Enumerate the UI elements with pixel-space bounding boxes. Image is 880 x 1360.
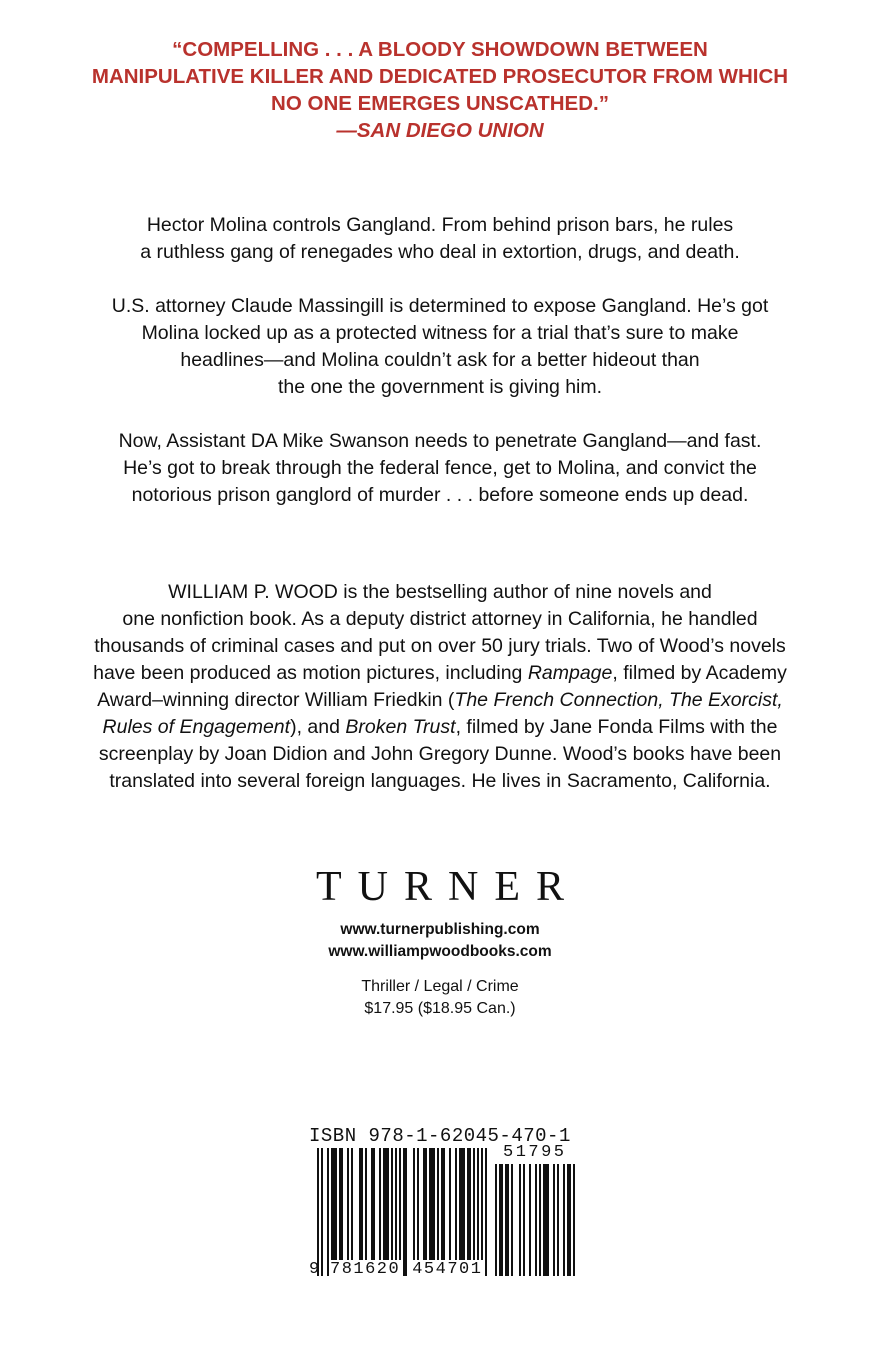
barcode-bar bbox=[557, 1164, 559, 1276]
author-bio bbox=[30, 579, 850, 795]
barcode-digit-group: 781620 bbox=[330, 1260, 401, 1279]
quote-line: “COMPELLING . . . A BLOODY SHOWDOWN BETWEEN bbox=[172, 38, 708, 61]
bio-paragraph bbox=[30, 579, 850, 795]
barcode-bar bbox=[437, 1148, 439, 1276]
isbn-label: ISBN 978-1-62045-470-1 bbox=[309, 1125, 571, 1147]
synopsis-paragraph-1 bbox=[30, 212, 850, 266]
barcode-bar bbox=[505, 1164, 509, 1276]
text-line: Molina locked up as a protected witness for a trial that’s sure to make bbox=[141, 322, 739, 344]
barcode-bar bbox=[499, 1164, 503, 1276]
text-line: ), and bbox=[290, 716, 346, 738]
barcode-bar bbox=[339, 1148, 343, 1276]
barcode-bar bbox=[573, 1164, 575, 1276]
text-line: one nonfiction book. As a deputy district attorney in California, he handled bbox=[122, 608, 758, 630]
barcode-bar bbox=[511, 1164, 513, 1276]
barcode-main-bars bbox=[317, 1148, 487, 1276]
barcode-bar bbox=[371, 1148, 375, 1276]
barcode-bar bbox=[351, 1148, 353, 1276]
barcode-bar bbox=[467, 1148, 471, 1276]
isbn-barcode bbox=[305, 1124, 585, 1284]
text-line: notorious prison ganglord of murder . . . before someone ends up dead. bbox=[131, 484, 749, 506]
quote-attribution: —SAN DIEGO UNION bbox=[336, 119, 544, 142]
barcode-bar bbox=[383, 1148, 389, 1276]
price-label: $17.95 ($18.95 Can.) bbox=[364, 1000, 516, 1017]
barcode-bar bbox=[317, 1148, 319, 1276]
text-line: headlines—and Molina couldn’t ask for a better hideout than bbox=[180, 349, 700, 371]
synopsis bbox=[30, 212, 850, 536]
barcode-bar bbox=[379, 1148, 381, 1276]
barcode-bar bbox=[423, 1148, 427, 1276]
barcode-digits bbox=[309, 1260, 483, 1280]
author-url: www.williampwoodbooks.com bbox=[328, 943, 552, 960]
barcode-bar bbox=[567, 1164, 571, 1276]
review-quote bbox=[40, 36, 840, 144]
text-line: have been produced as motion pictures, including bbox=[93, 662, 528, 684]
barcode-bar bbox=[331, 1148, 337, 1276]
barcode-bar bbox=[543, 1164, 549, 1276]
text-line: U.S. attorney Claude Massingill is determined to expose Gangland. He’s got bbox=[111, 295, 769, 317]
barcode-bar bbox=[359, 1148, 363, 1276]
text-line: He’s got to break through the federal fence, get to Molina, and convict the bbox=[123, 457, 757, 479]
barcode-bar bbox=[495, 1164, 497, 1276]
text-line: a ruthless gang of renegades who deal in extortion, drugs, and death. bbox=[140, 241, 740, 263]
barcode-bar bbox=[485, 1148, 487, 1276]
barcode-bar bbox=[417, 1148, 419, 1276]
genre-label: Thriller / Legal / Crime bbox=[361, 978, 519, 995]
barcode-addon-bars bbox=[495, 1164, 577, 1276]
price-code: 51795 bbox=[503, 1143, 567, 1162]
barcode-bar bbox=[563, 1164, 565, 1276]
barcode-bar bbox=[395, 1148, 397, 1276]
text-line: Now, Assistant DA Mike Swanson needs to penetrate Gangland—and fast. bbox=[118, 430, 762, 452]
barcode-bar bbox=[449, 1148, 451, 1276]
barcode-bar bbox=[553, 1164, 555, 1276]
quote-line: MANIPULATIVE KILLER AND DEDICATED PROSECUTOR FROM WHICH bbox=[91, 65, 789, 88]
barcode-bar bbox=[321, 1148, 323, 1276]
barcode-bar bbox=[455, 1148, 457, 1276]
barcode-bar bbox=[327, 1148, 329, 1276]
publisher-url: www.turnerpublishing.com bbox=[340, 921, 540, 938]
barcode-bar bbox=[529, 1164, 531, 1276]
text-line: WILLIAM P. WOOD is the bestselling author of nine novels and bbox=[168, 581, 712, 603]
text-line: screenplay by Joan Didion and John Gregory Dunne. Wood’s books have been bbox=[98, 743, 782, 765]
publisher-urls bbox=[240, 919, 640, 963]
text-line: the one the government is giving him. bbox=[277, 376, 603, 398]
barcode-bar bbox=[519, 1164, 521, 1276]
text-line: , filmed by Academy bbox=[612, 662, 787, 684]
barcode-bar bbox=[539, 1164, 541, 1276]
synopsis-paragraph-3 bbox=[30, 428, 850, 509]
text-line: translated into several foreign languages. He lives in Sacramento, California. bbox=[109, 770, 771, 792]
film-title: Rampage bbox=[527, 662, 613, 684]
barcode-bar bbox=[347, 1148, 349, 1276]
publisher-logo: TURNER bbox=[316, 864, 580, 910]
barcode-bar bbox=[535, 1164, 537, 1276]
barcode-bar bbox=[365, 1148, 367, 1276]
film-title: The French Connection, The Exorcist, bbox=[454, 689, 783, 711]
quote-line: NO ONE EMERGES UNSCATHED.” bbox=[271, 92, 609, 115]
barcode-bar bbox=[477, 1148, 479, 1276]
text-line: , filmed by Jane Fonda Films with the bbox=[455, 716, 778, 738]
barcode-bar bbox=[399, 1148, 401, 1276]
barcode-bar bbox=[523, 1164, 525, 1276]
barcode-bar bbox=[459, 1148, 465, 1276]
genre-price bbox=[240, 976, 640, 1020]
text-line: Hector Molina controls Gangland. From behind prison bars, he rules bbox=[146, 214, 734, 236]
text-line: Award–winning director William Friedkin ( bbox=[97, 689, 455, 711]
film-title: Rules of Engagement bbox=[102, 716, 291, 738]
barcode-bar bbox=[429, 1148, 435, 1276]
text-line: thousands of criminal cases and put on over 50 jury trials. Two of Wood’s novels bbox=[94, 635, 786, 657]
film-title: Broken Trust bbox=[345, 716, 456, 738]
barcode-digit-group: 454701 bbox=[412, 1260, 483, 1279]
barcode-bar bbox=[481, 1148, 483, 1276]
synopsis-paragraph-2 bbox=[30, 293, 850, 401]
barcode-bar bbox=[441, 1148, 445, 1276]
barcode-bar bbox=[391, 1148, 393, 1276]
barcode-bar bbox=[473, 1148, 475, 1276]
barcode-bar bbox=[403, 1148, 407, 1276]
barcode-lead-digit: 9 bbox=[309, 1260, 321, 1279]
barcode-bar bbox=[413, 1148, 415, 1276]
